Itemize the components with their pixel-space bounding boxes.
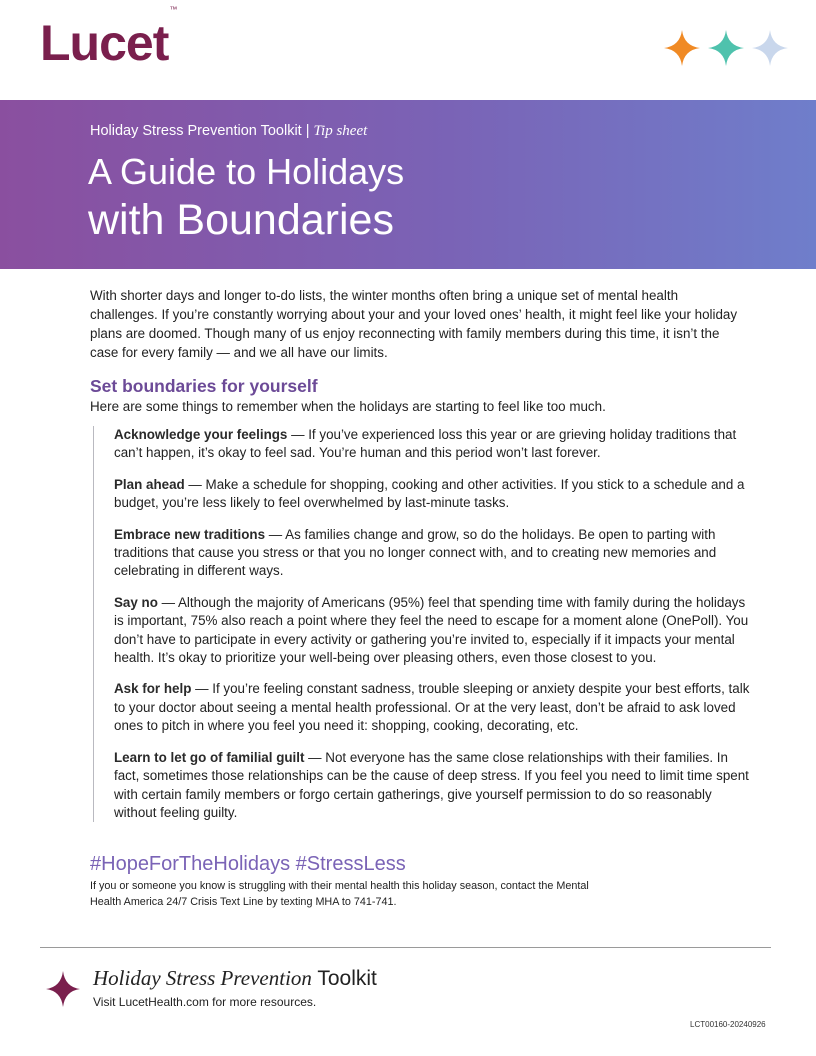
logo-trademark: ™ (169, 5, 177, 15)
orange-sparkle-icon (664, 30, 700, 66)
hashtags: #HopeForTheHolidays #StressLess (90, 853, 406, 875)
document-code: LCT00160-20240926 (690, 1020, 766, 1029)
tip-title: Plan ahead (114, 476, 185, 492)
light-blue-sparkle-icon (752, 30, 788, 66)
tip-item (114, 476, 753, 513)
tip-title: Say no (114, 594, 158, 610)
tip-title: Ask for help (114, 681, 192, 697)
banner-kicker (90, 123, 367, 140)
footer-title-regular: Toolkit (311, 967, 377, 990)
tip-body: — Although the majority of Americans (95%) feel that spending time with family during the holidays is important, 75% also reach a point where they feel the need to escape for a moment alone (OnePoll). You don’t have to participate in every activity or gathering you’re invited to, especially if it impacts your mental health. It’s okay to prioritize your well-being over pleasing others, even those closest to you. (114, 594, 749, 666)
tip-body: — As families change and grow, so do the holidays. Be open to parting with traditions that cause you stress or that you no longer connect with, and to creating new memories and celebrating in different ways. (114, 526, 717, 579)
footer-title (93, 966, 377, 991)
tip-body: — If you’re feeling constant sadness, trouble sleeping or anxiety despite your best efforts, talk to your doctor about seeing a mental health professional. Or at the very least, don’t be afraid to ask loved ones to pitch in where you feel you need it: shopping, cooking, decorating, etc. (114, 681, 750, 734)
footer-sparkle-icon (46, 971, 80, 1007)
crisis-line-text: If you or someone you know is struggling with their mental health this holiday season, contact the Mental Health America 24/7 Crisis Text Line by texting MHA to 741-741. (90, 880, 589, 908)
lucet-logo (40, 5, 177, 72)
tip-item (114, 680, 753, 735)
tip-item (114, 594, 753, 668)
title-banner (0, 100, 816, 269)
tip-item (114, 526, 753, 581)
tip-item (114, 749, 753, 823)
tip-title: Acknowledge your feelings (114, 427, 288, 442)
section-heading: Set boundaries for yourself (90, 376, 318, 396)
page-title-line2: with Boundaries (88, 196, 394, 244)
sparkles-icon (660, 26, 792, 70)
page-title-line1: A Guide to Holidays (88, 151, 405, 192)
teal-sparkle-icon (708, 30, 744, 66)
logo-text: Lucet (40, 15, 169, 71)
page-header (0, 0, 816, 100)
footer-resources-text: Visit LucetHealth.com for more resources. (93, 995, 317, 1009)
tip-title: Learn to let go of familial guilt (114, 749, 305, 765)
tip-title: Embrace new traditions (114, 526, 266, 542)
section-subheading: Here are some things to remember when the holidays are starting to feel like too much. (90, 399, 606, 414)
star-icon (45, 970, 81, 1008)
tip-body: — If you’ve experienced loss this year or are grieving holiday traditions that can’t happen, it’s okay to feel sad. You’re human and this period won’t last forever. (114, 427, 737, 461)
footer-title-italic: Holiday Stress Prevention (93, 966, 312, 990)
intro-paragraph: With shorter days and longer to-do lists, the winter months often bring a unique set of mental health challenges. If you’re constantly worrying about your and your loved ones’ health, it might feel like your holiday plans are doomed. Though many of us enjoy reconnecting with family members during this time, it isn’t the case for every family — and we all have our limits. (90, 288, 738, 360)
tip-item (114, 426, 753, 463)
tip-body: — Make a schedule for shopping, cooking and other activities. If you stick to a schedule and a budget, you’re less likely to feel overwhelmed by last-minute tasks. (114, 476, 745, 511)
footer-divider (40, 947, 771, 948)
tip-body: — Not everyone has the same close relationships with their families. In fact, sometimes those relationships can be the cause of deep stress. If you feel you need to limit time spent with certain family members or forgo certain gatherings, give yourself permission to do so reasonably without feeling guilty. (114, 749, 749, 820)
tips-list (93, 426, 753, 822)
kicker-tip-sheet: Tip sheet (313, 123, 368, 139)
kicker-main: Holiday Stress Prevention Toolkit | (90, 123, 314, 139)
